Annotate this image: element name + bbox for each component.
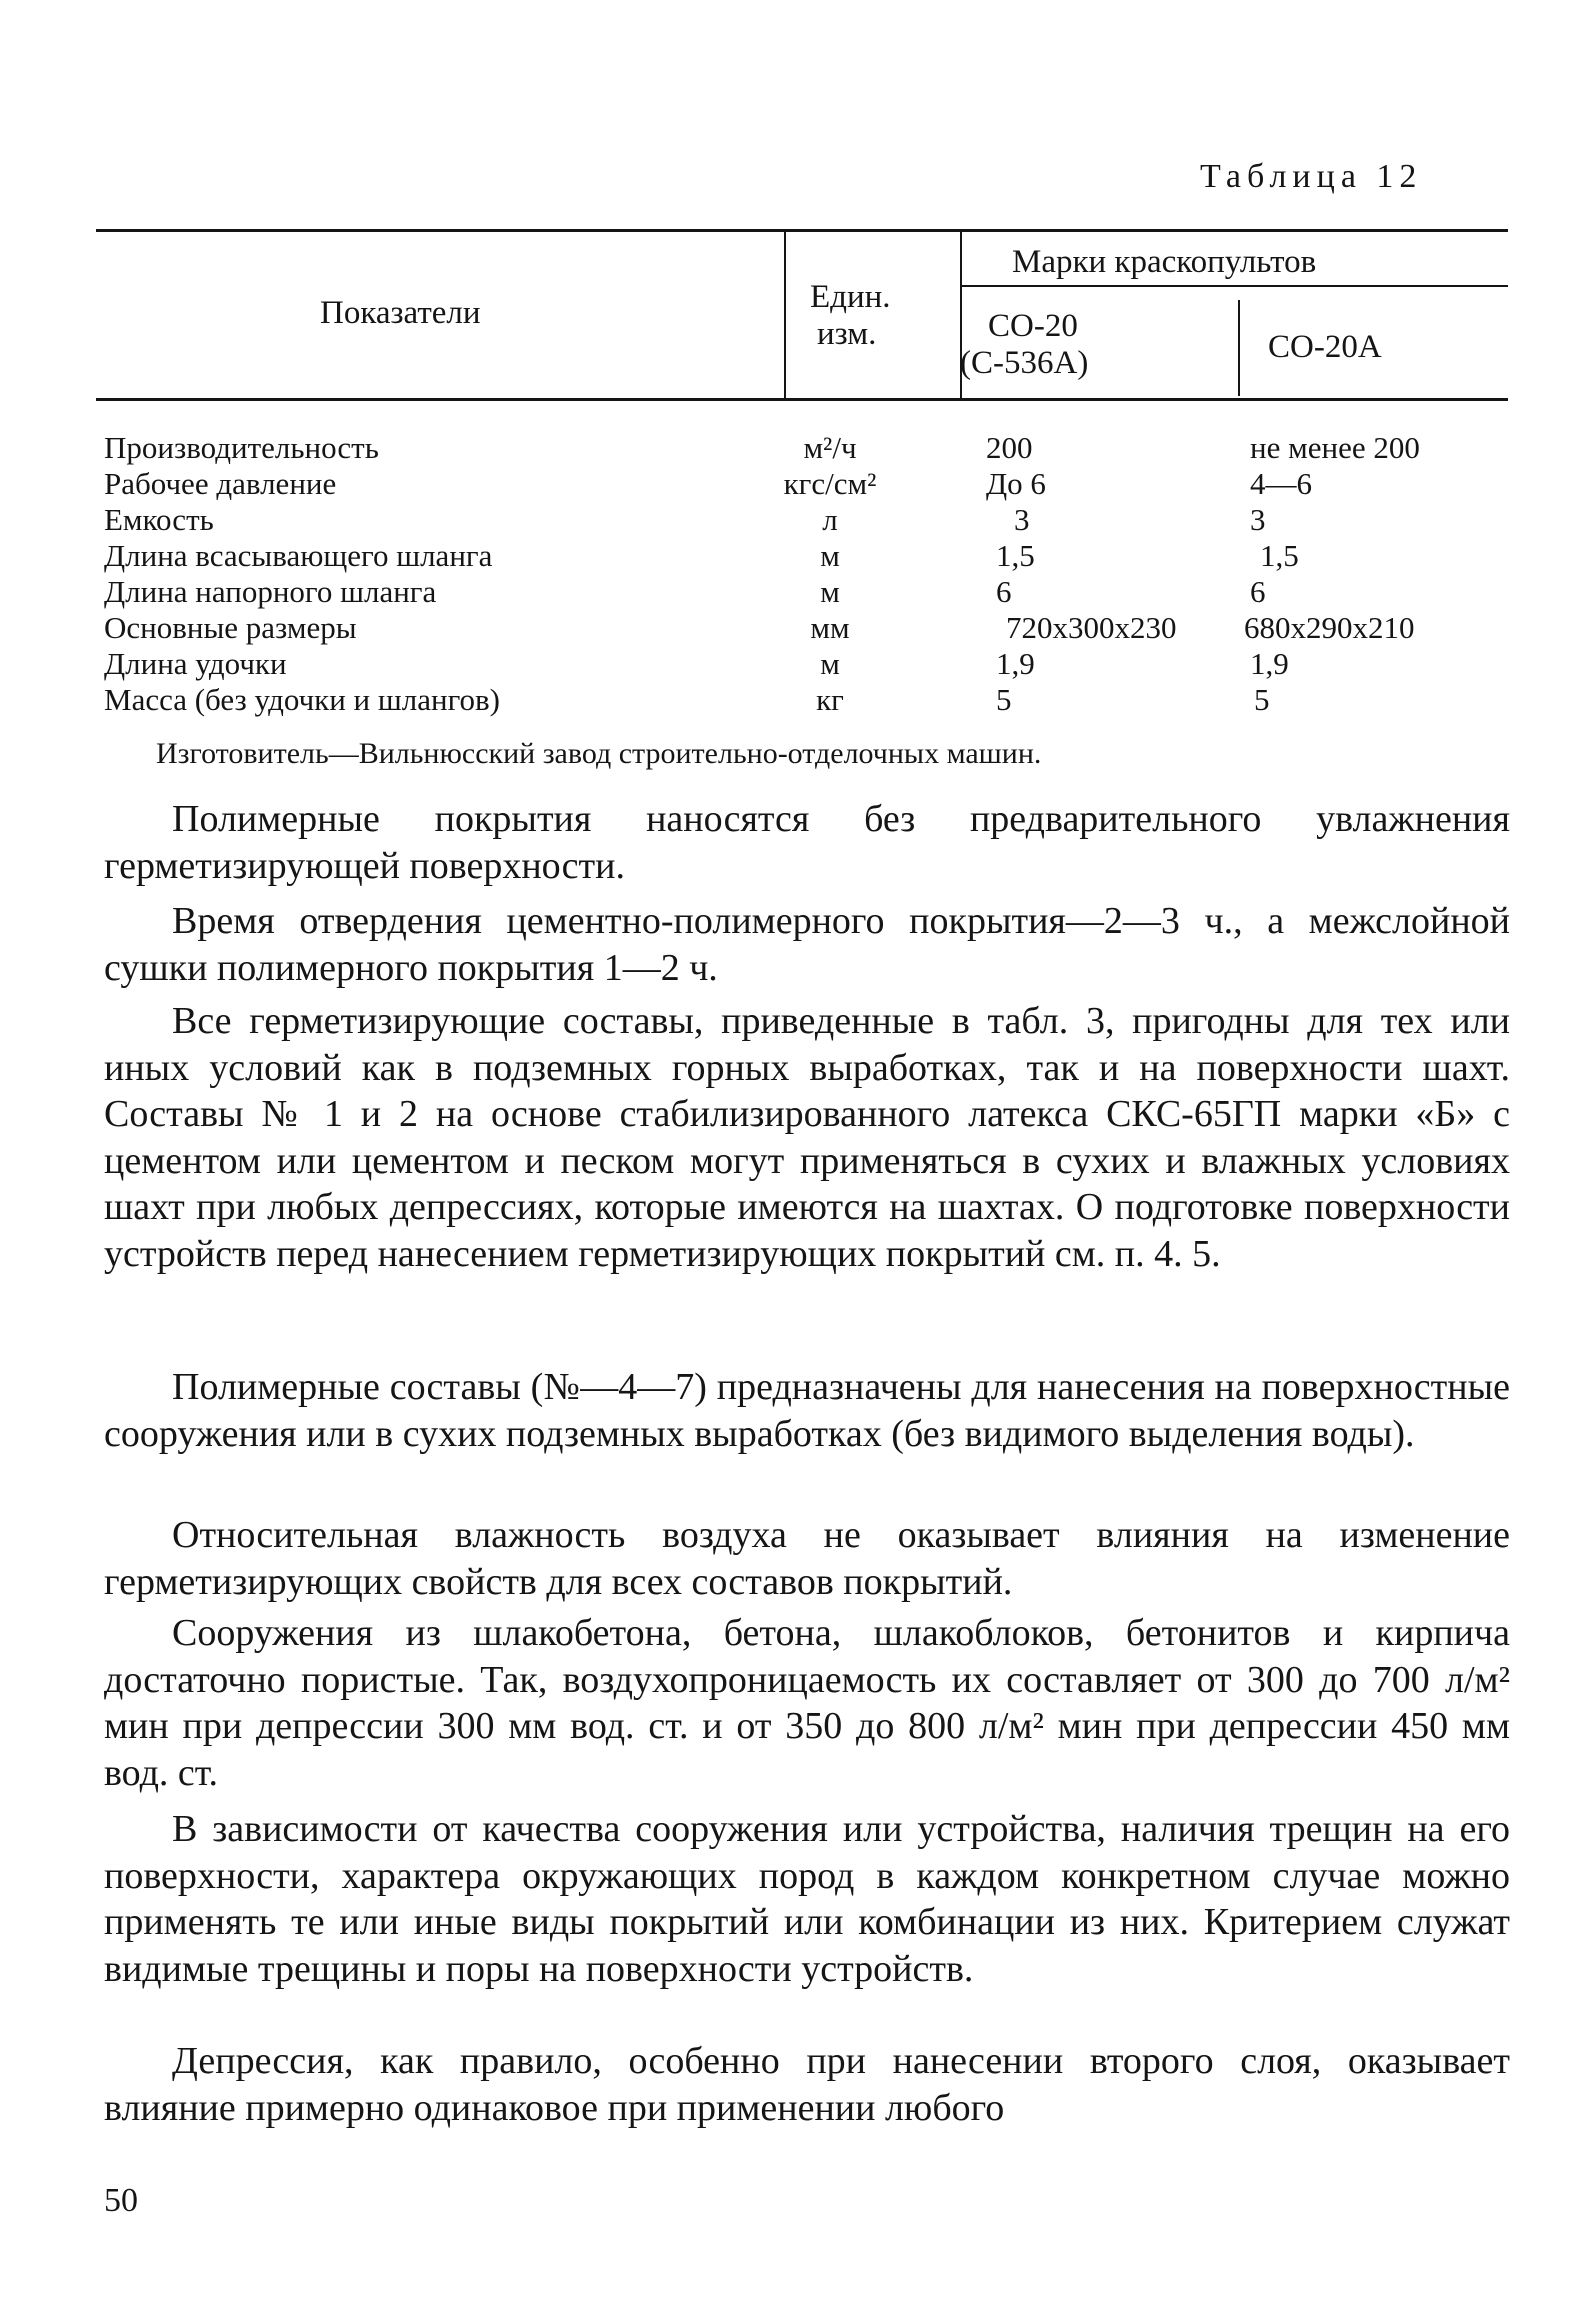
row-co20a: 5 xyxy=(1254,682,1270,717)
table-row xyxy=(104,610,1504,646)
column-divider-unit xyxy=(784,230,786,400)
row-indicator: Длина удочки xyxy=(104,646,287,681)
paragraph: Полимерные покрытия наносятся без предварительного увлажнения герметизирующей поверхности. xyxy=(104,798,1510,887)
row-unit: м²/ч xyxy=(803,430,857,465)
row-indicator: Длина напорного шланга xyxy=(104,574,437,609)
row-co20a: 3 xyxy=(1250,502,1266,537)
table-row xyxy=(104,538,1504,574)
row-co20: 200 xyxy=(986,430,1033,465)
table-row xyxy=(104,574,1504,610)
row-co20a: не менее 200 xyxy=(1250,430,1420,465)
brands-subheader-rule xyxy=(960,285,1508,287)
table-row xyxy=(104,646,1504,682)
row-unit: кгс/см² xyxy=(783,466,877,501)
table-caption: Таблица 12 xyxy=(1200,158,1423,195)
row-unit: кг xyxy=(816,682,844,717)
row-indicator: Масса (без удочки и шлангов) xyxy=(104,682,500,717)
column-divider-brand2 xyxy=(1238,300,1240,396)
paragraph: Полимерные составы (№—4—7) предназначены для нанесения на поверхностные сооружения или в сухих подземных выработках (без видимого выделения воды). xyxy=(104,1366,1510,1455)
paragraph: Сооружения из шлакобетона, бетона, шлакоблоков, бетонитов и кирпича достаточно пористые. Так, воздухопроницаемость их составляет от 300 до 700 л/м² мин при депрессии 300 мм вод. ст. и от 350 до 800 л/м² мин при депрессии 450 мм вод. ст. xyxy=(104,1612,1510,1794)
row-co20a: 1,5 xyxy=(1260,538,1299,573)
table-row xyxy=(104,430,1504,466)
row-unit: л xyxy=(822,502,838,537)
row-indicator: Производительность xyxy=(104,430,379,465)
header-unit-line2: изм. xyxy=(817,316,877,352)
row-co20: 720x300x230 xyxy=(1006,610,1177,645)
row-co20: 5 xyxy=(996,682,1012,717)
row-co20: 1,5 xyxy=(996,538,1035,573)
row-co20a: 4—6 xyxy=(1250,466,1312,501)
table-row xyxy=(104,502,1504,538)
paragraph: Относительная влажность воздуха не оказывает влияния на изменение герметизирующих свойств для всех составов покрытий. xyxy=(104,1514,1510,1603)
row-unit: мм xyxy=(810,610,850,645)
row-co20: До 6 xyxy=(986,466,1046,501)
row-unit: м xyxy=(820,538,840,573)
header-unit-line1: Един. xyxy=(810,279,891,315)
row-indicator: Емкость xyxy=(104,502,214,537)
header-brands-group: Марки краскопультов xyxy=(1012,244,1317,280)
row-co20: 6 xyxy=(996,574,1012,609)
row-indicator: Основные размеры xyxy=(104,610,357,645)
row-indicator: Длина всасывающего шланга xyxy=(104,538,493,573)
row-co20a: 6 xyxy=(1250,574,1266,609)
row-co20: 3 xyxy=(1014,502,1030,537)
header-brand1-line2: (С-536А) xyxy=(960,345,1089,381)
header-brand1-line1: СО-20 xyxy=(988,308,1078,344)
row-co20a: 680x290x210 xyxy=(1244,610,1415,645)
row-co20a: 1,9 xyxy=(1250,646,1289,681)
paragraph: Время отвердения цементно-полимерного покрытия—2—3 ч., а межслойной сушки полимерного покрытия 1—2 ч. xyxy=(104,900,1510,989)
table-top-rule xyxy=(96,229,1508,232)
table-row xyxy=(104,682,1504,718)
manufacturer-note: Изготовитель—Вильнюсский завод строительно-отделочных машин. xyxy=(156,737,1042,770)
row-unit: м xyxy=(820,646,840,681)
row-indicator: Рабочее давление xyxy=(104,466,337,501)
paragraph: Все герметизирующие составы, приведенные в табл. 3, пригодны для тех или иных условий как в подземных горных выработках, так и на поверхности шахт. Составы № 1 и 2 на основе стабилизированного латекса СКС-65ГП марки «Б» с цементом или цементом и песком могут применяться в сухих и влажных условиях шахт при любых депрессиях, которые имеются на шахтах. О подготовке поверхности устройств перед нанесением герметизирующих покрытий см. п. 4. 5. xyxy=(104,1000,1510,1275)
header-brand2: СО-20А xyxy=(1268,329,1382,365)
header-indicator: Показатели xyxy=(320,295,481,331)
row-co20: 1,9 xyxy=(996,646,1035,681)
table-header-bottom-rule xyxy=(96,398,1508,401)
table-row xyxy=(104,466,1504,502)
row-unit: м xyxy=(820,574,840,609)
paragraph: Депрессия, как правило, особенно при нанесении второго слоя, оказывает влияние примерно одинаковое при применении любого xyxy=(104,2040,1510,2129)
paragraph: В зависимости от качества сооружения или устройства, наличия трещин на его поверхности, характера окружающих пород в каждом конкретном случае можно применять те или иные виды покрытий или комбинации из них. Критерием служат видимые трещины и поры на поверхности устройств. xyxy=(104,1808,1510,1990)
page-number: 50 xyxy=(104,2182,138,2219)
